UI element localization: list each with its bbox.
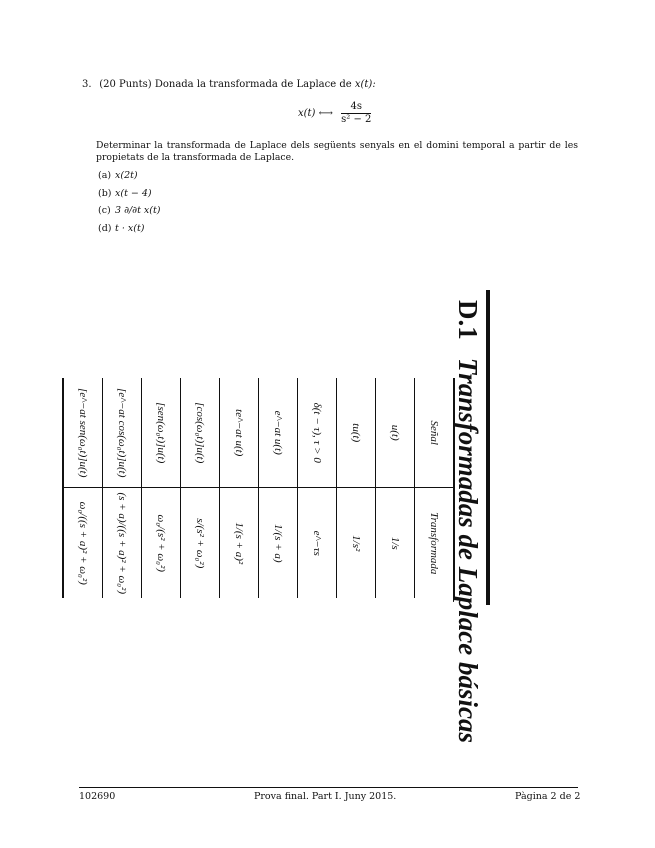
footer-course-code: 102690 [79, 791, 116, 802]
footer-page-number: Pàgina 2 de 2 [515, 791, 581, 802]
signal-cell: [e^−at sen(ω₀t)]u(t) [63, 378, 103, 488]
table-header-row [415, 378, 455, 598]
table-row [337, 378, 376, 598]
item-label: (b) [98, 187, 112, 199]
table-row [63, 378, 103, 598]
signal-cell: δ(t − τ), τ > 0 [298, 378, 337, 488]
item-expression: 3 ∂/∂t x(t) [115, 205, 161, 216]
transform-cell: e^−τs [298, 488, 337, 598]
question-items [98, 167, 161, 237]
transform-cell: 1/(s + a)² [220, 488, 259, 598]
table-row [181, 378, 220, 598]
equation-fraction [341, 101, 371, 126]
appendix-section-number: D.1 [453, 300, 483, 340]
rotated-appendix [77, 290, 490, 765]
col-header-transform: Transformada [415, 488, 455, 598]
table-row [298, 378, 337, 598]
transform-cell: s/(s² + ω₀²) [181, 488, 220, 598]
table-row [376, 378, 415, 598]
footer-rule [79, 787, 578, 788]
appendix-content [77, 290, 490, 765]
equation-numerator: 4s [341, 101, 371, 114]
laplace-pair-equation [298, 101, 371, 126]
equation-denominator: s² − 2 [341, 114, 372, 125]
question-paragraph: Determinar la transformada de Laplace dels següents senyals en el domini temporal a partir de les propietats de la transformada de Laplace. [96, 140, 578, 163]
question-item [98, 202, 161, 220]
table-row [142, 378, 181, 598]
question-item [98, 167, 161, 185]
laplace-table [62, 378, 455, 598]
question-points: (20 Punts) [99, 79, 152, 90]
appendix-title [452, 300, 483, 743]
signal-cell: [e^−at cos(ω₀t)]u(t) [103, 378, 142, 488]
item-label: (d) [98, 222, 112, 234]
equation-lhs: x(t) ⟷ [298, 108, 333, 119]
table-row [220, 378, 259, 598]
table-row [259, 378, 298, 598]
section-rule [486, 290, 490, 605]
appendix-section-title: Transformadas de Laplace básicas [453, 357, 483, 743]
question-header [82, 79, 376, 90]
transform-cell: ω₀/((s + a)² + ω₀²) [63, 488, 103, 598]
question-intro: Donada la transformada de Laplace de [154, 79, 352, 90]
signal-cell: te^−at u(t) [220, 378, 259, 488]
signal-cell: u(t) [376, 378, 415, 488]
transform-cell: 1/s [376, 488, 415, 598]
question-number: 3. [82, 79, 92, 90]
signal-cell: e^−at u(t) [259, 378, 298, 488]
question-item [98, 220, 161, 238]
footer-exam-title: Prova final. Part I. Juny 2015. [254, 791, 397, 802]
item-expression: t · x(t) [115, 222, 145, 234]
signal-cell: tu(t) [337, 378, 376, 488]
col-header-signal: Señal [415, 378, 455, 488]
transform-cell: ω₀/(s² + ω₀²) [142, 488, 181, 598]
table-row [103, 378, 142, 598]
item-label: (a) [98, 170, 112, 181]
item-label: (c) [98, 205, 111, 216]
question-item [98, 185, 161, 203]
item-expression: x(t − 4) [115, 187, 152, 199]
signal-cell: [cos(ω₀t)]u(t) [181, 378, 220, 488]
question-intro-var: x(t): [354, 79, 376, 90]
signal-cell: [sen(ω₀t)]u(t) [142, 378, 181, 488]
transform-cell: 1/s² [337, 488, 376, 598]
transform-cell: (s + a)/((s + a)² + ω₀²) [103, 488, 142, 598]
item-expression: x(2t) [115, 170, 138, 181]
transform-cell: 1/(s + a) [259, 488, 298, 598]
